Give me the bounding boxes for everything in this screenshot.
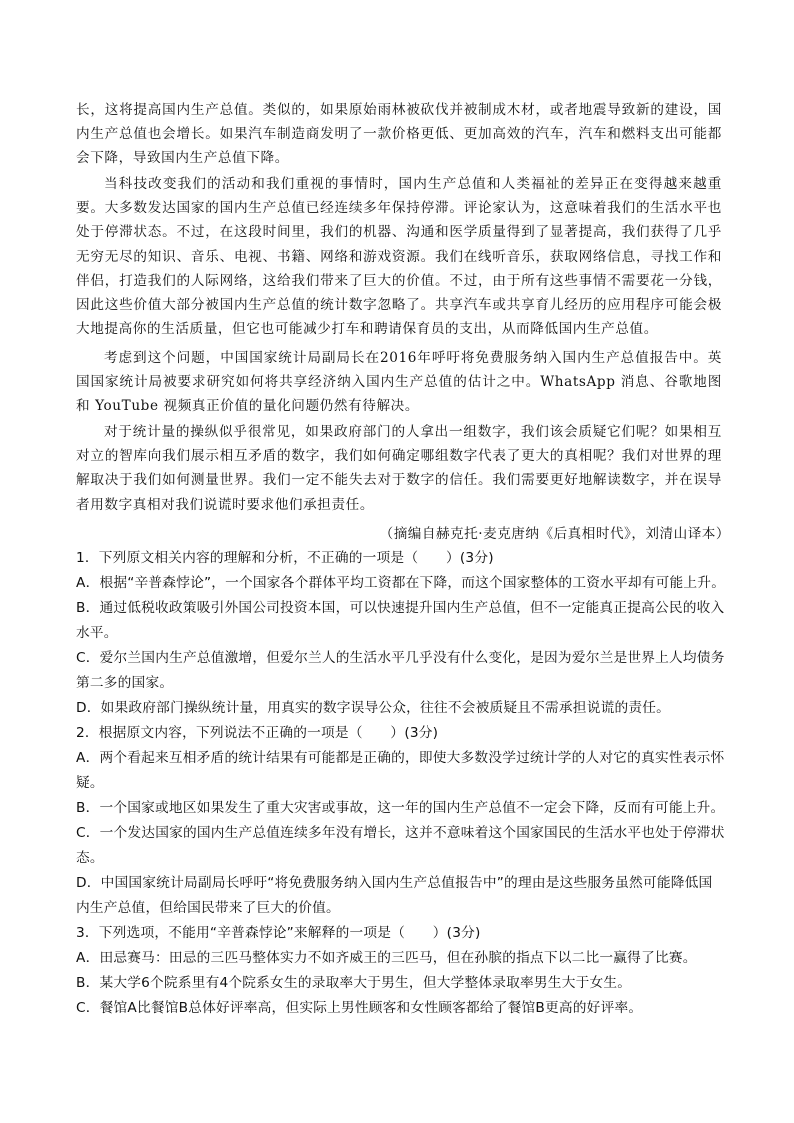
question-1-stem: 1．下列原文相关内容的理解和分析，不正确的一项是（ ）(3分) bbox=[76, 550, 494, 566]
passage-paragraph-1: 长，这将提高国内生产总值。类似的，如果原始雨林被砍伐并被制成木材，或者地震导致新的建设，国内生产总值也会增长。如果汽车制造商发明了一款价格更低、更加高效的汽车，汽车和燃料支出可能都会下降，导致国内生产总值下降。 bbox=[76, 102, 722, 167]
passage-source: （摘编自赫克托·麦克唐纳《后真相时代》，刘清山译本） bbox=[379, 526, 730, 542]
question-2-stem: 2．根据原文内容，下列说法不正确的一项是（ ）(3分) bbox=[76, 725, 439, 741]
passage-paragraph-4: 对于统计量的操纵似乎很常见，如果政府部门的人拿出一组数字，我们该会质疑它们呢？如果相互对立的智库向我们展示相互矛盾的数字，我们如何确定哪组数字代表了更大的真相呢？我们对世界的理解取决于我们如何测量世界。我们一定不能失去对于数字的信任。我们需要更好地解读数字，并在误导者用数字真相对我们说谎时要求他们承担责任。 bbox=[76, 424, 722, 513]
question-3-option-b: B．某大学6个院系里有4个院系女生的录取率大于男生，但大学整体录取率男生大于女生。 bbox=[76, 975, 632, 991]
question-1-option-b: B．通过低税收政策吸引外国公司投资本国，可以快速提升国内生产总值，但不一定能真正提高公民的收入水平。 bbox=[76, 600, 725, 641]
question-3-option-a: A．田忌赛马：田忌的三匹马整体实力不如齐威王的三匹马，但在孙膑的指点下以二比一赢得了比赛。 bbox=[76, 950, 697, 966]
question-2-option-c: C．一个发达国家的国内生产总值连续多年没有增长，这并不意味着这个国家国民的生活水平也处于停滞状态。 bbox=[76, 825, 725, 866]
question-2-option-a: A．两个看起来互相矛盾的统计结果有可能都是正确的，即使大多数没学过统计学的人对它的真实性表示怀疑。 bbox=[76, 750, 725, 791]
passage-paragraph-3: 考虑到这个问题，中国国家统计局副局长在2016年呼吁将免费服务纳入国内生产总值报告中。英国国家统计局被要求研究如何将共享经济纳入国内生产总值的估计之中。WhatsApp 消息、谷歌地图和 YouTube 视频真正价值的量化问题仍然有待解决。 bbox=[76, 350, 722, 415]
question-2-option-b: B．一个国家或地区如果发生了重大灾害或事故，这一年的国内生产总值不一定会下降，反而有可能上升。 bbox=[76, 800, 725, 816]
question-1-option-c: C．爱尔兰国内生产总值激增，但爱尔兰人的生活水平几乎没有什么变化，是因为爱尔兰是世界上人均债务第二多的国家。 bbox=[76, 650, 725, 691]
question-3-stem: 3．下列选项，不能用“辛普森悖论”来解释的一项是（ ）(3分) bbox=[76, 925, 481, 941]
question-3-option-c: C．餐馆A比餐馆B总体好评率高，但实际上男性顾客和女性顾客都给了餐馆B更高的好评率。 bbox=[76, 1000, 643, 1016]
passage-paragraph-2: 当科技改变我们的活动和我们重视的事情时，国内生产总值和人类福祉的差异正在变得越来越重要。大多数发达国家的国内生产总值已经连续多年保持停滞。评论家认为，这意味着我们的生活水平也处于停滞状态。不过，在这段时间里，我们的机器、沟通和医学质量得到了显著提高，我们获得了几乎无穷无尽的知识、音乐、电视、书籍、网络和游戏资源。我们在线听音乐，获取网络信息，寻找工作和伴侣，打造我们的人际网络，这给我们带来了巨大的价值。不过，由于所有这些事情不需要花一分钱，因此这些价值大部分被国内生产总值的统计数字忽略了。共享汽车或共享育儿经历的应用程序可能会极大地提高你的生活质量，但它也可能减少打车和聘请保育员的支出，从而降低国内生产总值。 bbox=[76, 176, 722, 338]
question-1-option-d: D．如果政府部门操纵统计量，用真实的数字误导公众，往往不会被质疑且不需承担说谎的责任。 bbox=[76, 700, 671, 716]
question-1-option-a: A．根据“辛普森悖论”，一个国家各个群体平均工资都在下降，而这个国家整体的工资水平却有可能上升。 bbox=[76, 575, 726, 591]
question-2-option-d: D．中国国家统计局副局长呼吁“将免费服务纳入国内生产总值报告中”的理由是这些服务虽然可能降低国内生产总值，但给国民带来了巨大的价值。 bbox=[76, 875, 713, 916]
